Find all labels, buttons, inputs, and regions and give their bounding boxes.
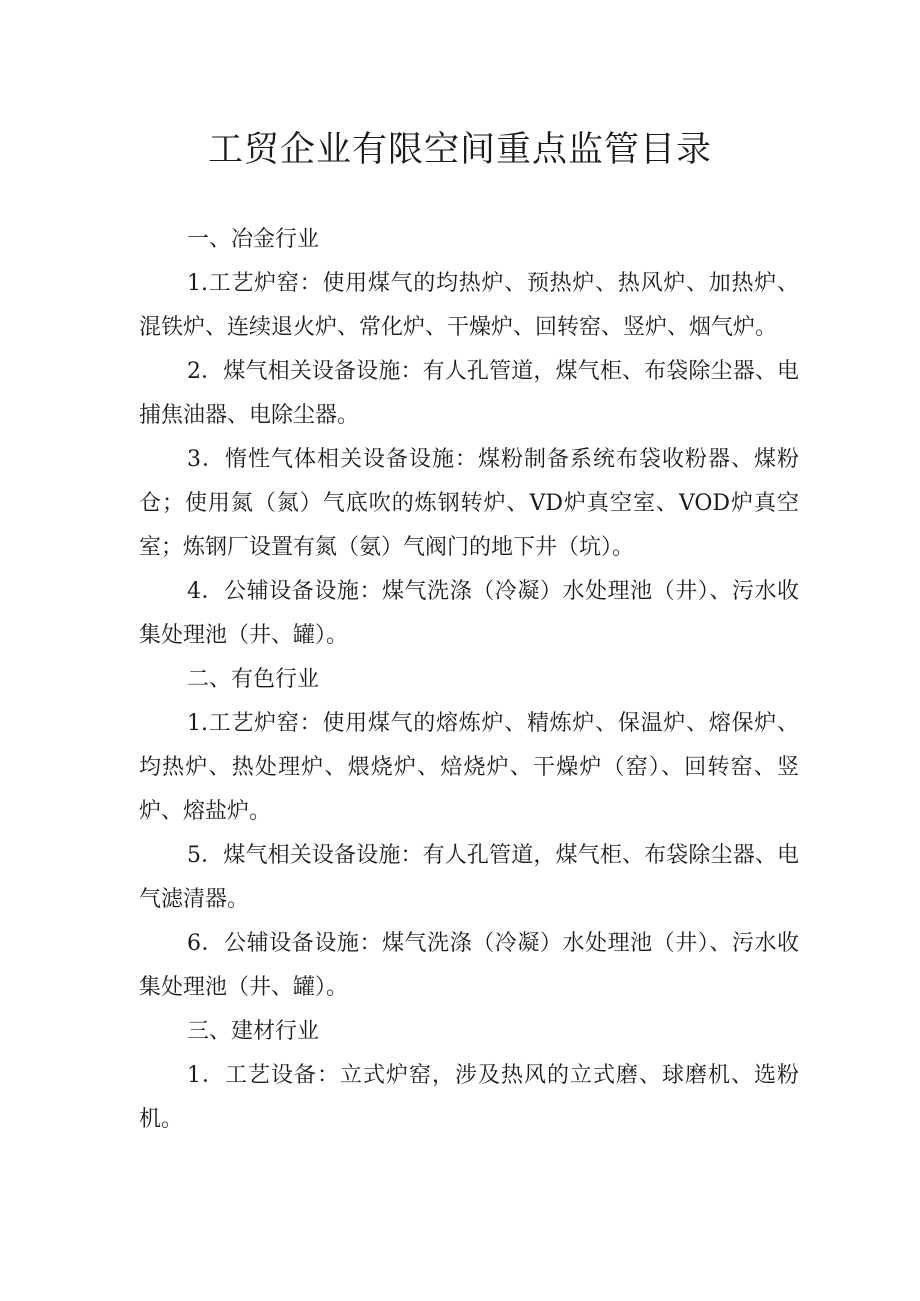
paragraph: 6．公辅设备设施：煤气洗涤（冷凝）水处理池（井）、污水收集处理池（井、罐）。 xyxy=(139,931,799,1000)
page-title: 工贸企业有限空间重点监管目录 xyxy=(207,130,712,170)
section-heading-building-materials: 三、建材行业 xyxy=(187,1019,320,1044)
section-heading-metallurgy: 一、冶金行业 xyxy=(187,227,320,252)
paragraph: 3．惰性气体相关设备设施：煤粉制备系统布袋收粉器、煤粉仓；使用氮（氮）气底吹的炼钢转炉、VD炉真空室、VOD炉真空室；炼钢厂设置有氮（氨）气阀门的地下井（坑）。 xyxy=(139,447,799,560)
document-body xyxy=(139,218,799,1142)
paragraph: 5．煤气相关设备设施：有人孔管道，煤气柜、布袋除尘器、电气滤清器。 xyxy=(139,843,799,912)
paragraph: 2．煤气相关设备设施：有人孔管道，煤气柜、布袋除尘器、电捕焦油器、电除尘器。 xyxy=(139,359,799,428)
paragraph: 1.工艺炉窑：使用煤气的均热炉、预热炉、热风炉、加热炉、混铁炉、连续退火炉、常化炉、干燥炉、回转窑、竖炉、烟气炉。 xyxy=(139,271,799,340)
paragraph: 4．公辅设备设施：煤气洗涤（冷凝）水处理池（井）、污水收集处理池（井、罐）。 xyxy=(139,579,799,648)
section-heading-nonferrous: 二、有色行业 xyxy=(187,667,320,692)
paragraph: 1．工艺设备：立式炉窑，涉及热风的立式磨、球磨机、选粉机。 xyxy=(139,1063,799,1132)
paragraph: 1.工艺炉窑：使用煤气的熔炼炉、精炼炉、保温炉、熔保炉、均热炉、热处理炉、煨烧炉、焙烧炉、干燥炉（窑）、回转窑、竖炉、熔盐炉。 xyxy=(139,711,799,824)
